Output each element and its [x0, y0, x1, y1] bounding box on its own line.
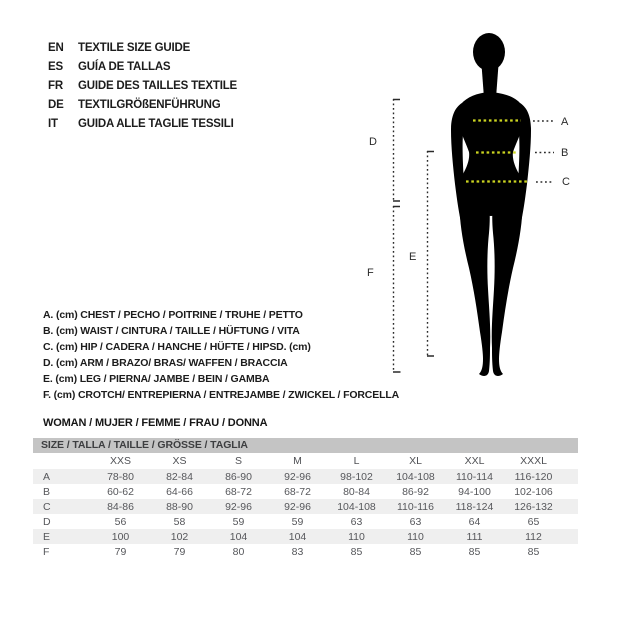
size-value: 64-66 [166, 485, 193, 498]
size-value: 118-124 [455, 500, 494, 513]
figure-label-hip: C [562, 176, 570, 188]
silhouette-left-leg [460, 196, 491, 376]
guide-title: GUIDE DES TAILLES TEXTILE [78, 79, 237, 92]
language-code: ES [48, 60, 63, 73]
size-value: 104-108 [396, 470, 435, 483]
row-label: B [43, 485, 51, 498]
figure-label-arm: D [369, 136, 377, 148]
row-label: D [43, 515, 51, 528]
size-value: 85 [409, 545, 422, 558]
size-value: 86-92 [402, 485, 429, 498]
guide-title: TEXTILGRÖßENFÜHRUNG [78, 98, 221, 111]
legend-line-arm: D. (cm) ARM / BRAZO/ BRAS/ WAFFEN / BRACCIA [43, 357, 288, 369]
language-code: DE [48, 98, 64, 111]
size-col-header: XXXL [520, 455, 547, 467]
size-value: 83 [291, 545, 304, 558]
size-value: 78-80 [107, 470, 134, 483]
table-row [33, 529, 578, 544]
size-value: 88-90 [166, 500, 193, 513]
size-value: 98-102 [340, 470, 373, 483]
size-value: 110 [407, 530, 424, 543]
size-value: 92-96 [225, 500, 252, 513]
size-value: 102-106 [514, 485, 553, 498]
legend-line-leg: E. (cm) LEG / PIERNA/ JAMBE / BEIN / GAMBA [43, 373, 270, 385]
legend-line-waist: B. (cm) WAIST / CINTURA / TAILLE / HÜFTUNG / VITA [43, 325, 300, 337]
size-table-title-bar: SIZE / TALLA / TAILLE / GRÖSSE / TAGLIA [33, 438, 578, 453]
size-value: 58 [173, 515, 186, 528]
size-value: 110-114 [456, 470, 493, 483]
language-code: IT [48, 117, 58, 130]
size-value: 63 [409, 515, 422, 528]
size-value: 85 [527, 545, 540, 558]
size-value: 85 [468, 545, 481, 558]
table-row [33, 544, 578, 559]
size-table [33, 453, 578, 559]
filler-cell [563, 469, 578, 484]
size-value: 64 [468, 515, 481, 528]
size-value: 56 [114, 515, 127, 528]
size-value: 126-132 [514, 500, 553, 513]
size-value: 104 [229, 530, 248, 543]
size-header-row [33, 453, 578, 469]
size-value: 92-96 [284, 470, 311, 483]
size-value: 80-84 [343, 485, 370, 498]
size-col-header: S [234, 455, 242, 467]
size-value: 68-72 [225, 485, 252, 498]
legend-line-crotch: F. (cm) CROTCH/ ENTREPIERNA / ENTREJAMBE / ZWICKEL / FORCELLA [43, 389, 400, 401]
size-value: 110 [348, 530, 365, 543]
size-value: 112 [525, 530, 542, 543]
legend-line-chest: A. (cm) CHEST / PECHO / POITRINE / TRUHE / PETTO [43, 309, 303, 321]
size-value: 94-100 [458, 485, 491, 498]
filler-cell [563, 529, 578, 544]
size-col-header: XS [172, 455, 187, 467]
guide-title: TEXTILE SIZE GUIDE [78, 41, 191, 54]
size-value: 85 [350, 545, 363, 558]
guide-title: GUIDA ALLE TAGLIE TESSILI [78, 117, 234, 130]
size-value: 104-108 [337, 500, 376, 513]
table-row [33, 499, 578, 514]
size-value: 68-72 [284, 485, 311, 498]
size-value: 79 [114, 545, 127, 558]
language-code: EN [48, 41, 64, 54]
size-table-section [33, 438, 578, 559]
size-col-header: XL [409, 455, 422, 467]
guide-title: GUÍA DE TALLAS [78, 60, 171, 73]
woman-silhouette-figure [451, 33, 531, 376]
row-label: E [43, 530, 51, 543]
size-value: 82-84 [166, 470, 193, 483]
figure-label-chest: A [561, 116, 569, 128]
size-value: 84-86 [107, 500, 134, 513]
size-value: 63 [350, 515, 363, 528]
size-col-header: XXS [109, 455, 131, 467]
filler-cell [563, 544, 578, 559]
size-value: 100 [111, 530, 130, 543]
size-value: 80 [232, 545, 245, 558]
figure-label-crotch: F [367, 267, 374, 279]
size-value: 116-120 [514, 470, 553, 483]
size-col-header: L [353, 455, 360, 467]
size-value: 102 [170, 530, 189, 543]
size-value: 79 [173, 545, 186, 558]
size-value: 59 [232, 515, 245, 528]
language-code: FR [48, 79, 63, 92]
filler-cell [563, 499, 578, 514]
legend-line-hip: C. (cm) HIP / CADERA / HANCHE / HÜFTE / HIPSD. (cm) [43, 341, 311, 353]
measurement-legend [43, 307, 399, 403]
filler-cell [563, 453, 578, 469]
size-value: 60-62 [107, 485, 134, 498]
size-value: 59 [291, 515, 304, 528]
size-value: 65 [527, 515, 540, 528]
filler-cell [563, 484, 578, 499]
corner-cell [33, 453, 91, 469]
silhouette-torso [457, 92, 525, 216]
size-col-header: M [293, 455, 302, 467]
size-value: 104 [288, 530, 307, 543]
size-value: 111 [466, 530, 483, 543]
size-col-header: XXL [464, 455, 485, 467]
row-label: A [43, 470, 51, 483]
filler-cell [563, 514, 578, 529]
row-label: F [43, 545, 50, 558]
size-value: 110-116 [397, 500, 434, 513]
gender-heading: WOMAN / MUJER / FEMME / FRAU / DONNA [43, 417, 268, 429]
silhouette-right-leg [492, 196, 523, 376]
table-row [33, 484, 578, 499]
row-label: C [43, 500, 51, 513]
size-value: 86-90 [225, 470, 252, 483]
figure-label-leg: E [409, 251, 417, 263]
table-row [33, 469, 578, 484]
size-value: 92-96 [284, 500, 311, 513]
table-row [33, 514, 578, 529]
silhouette-neck [481, 58, 499, 98]
figure-label-waist: B [561, 147, 569, 159]
